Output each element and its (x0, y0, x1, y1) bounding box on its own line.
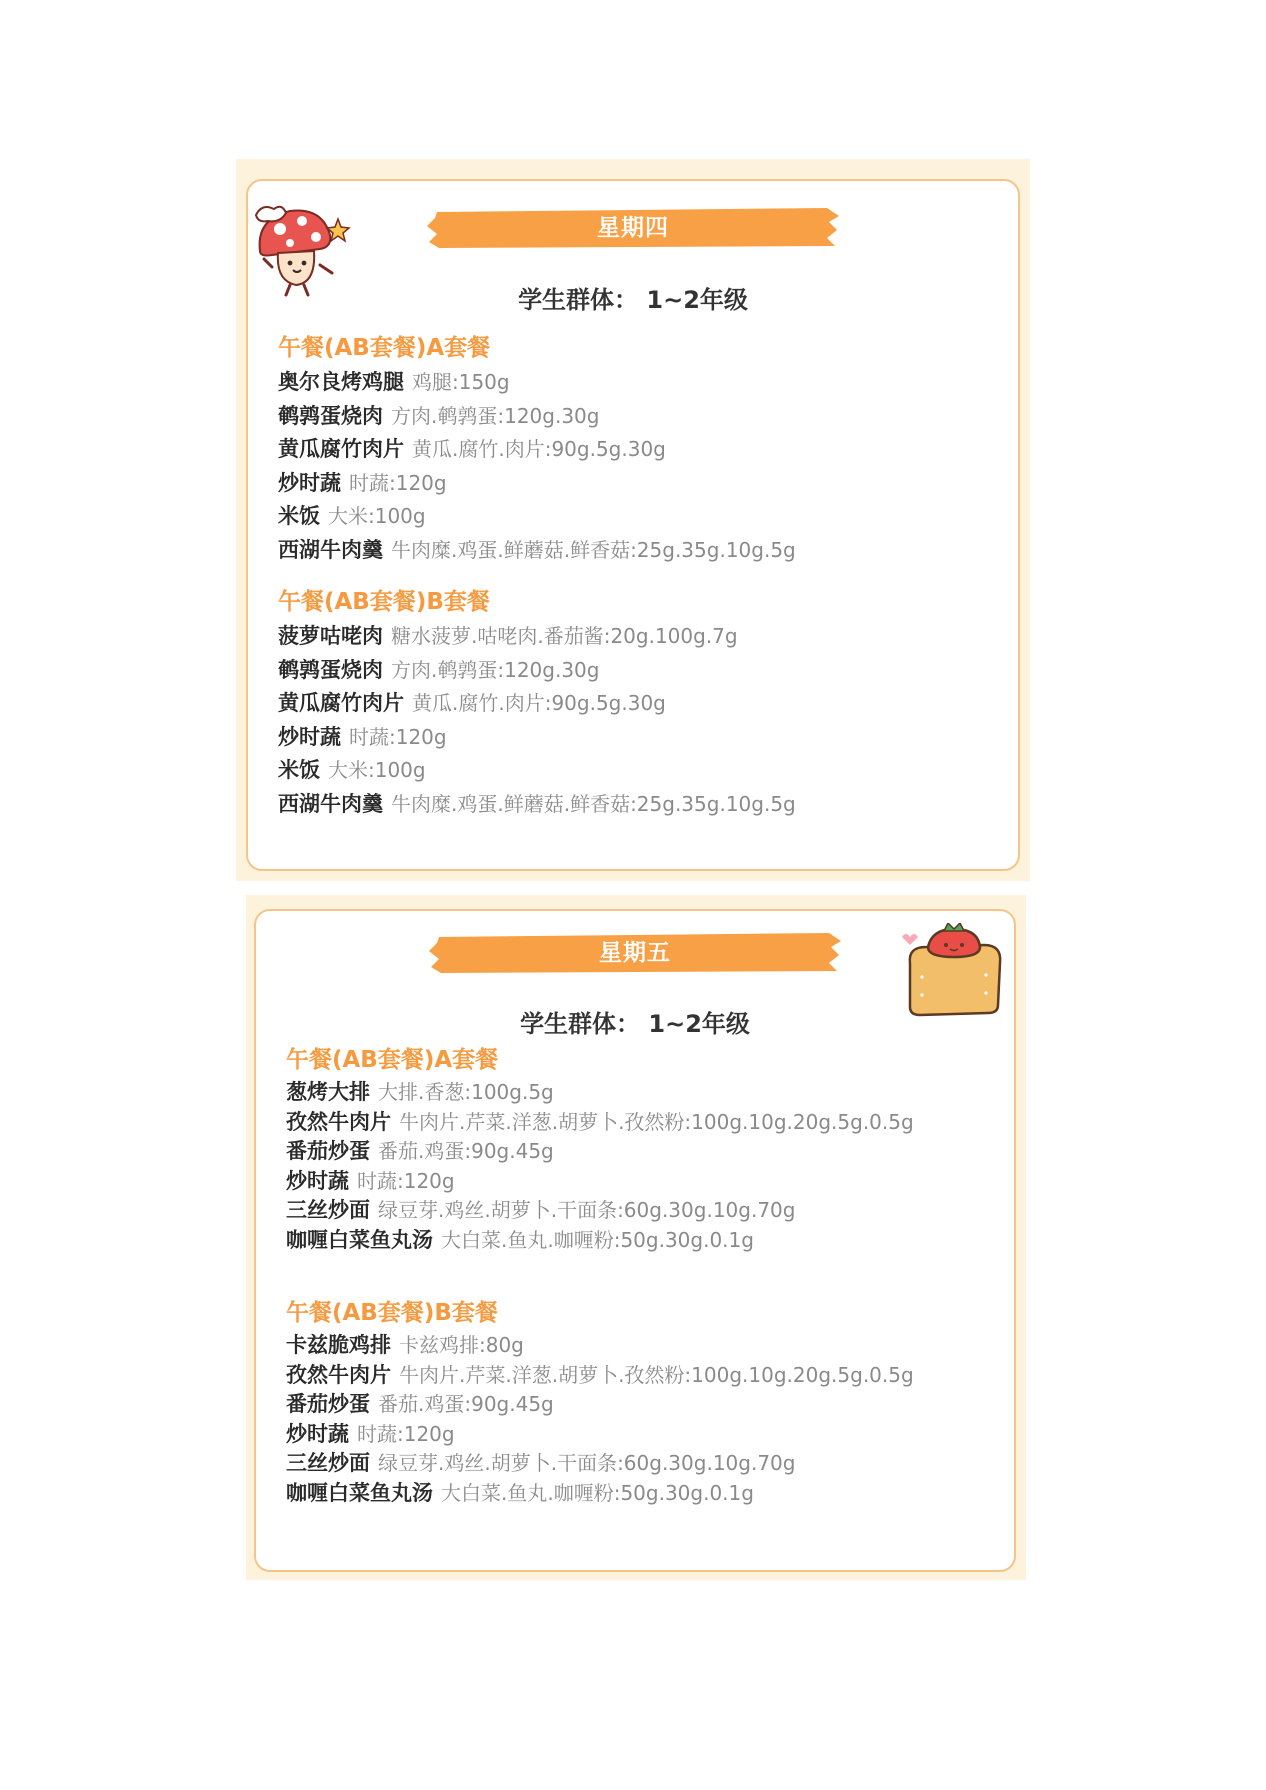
dish-ingredients: 牛肉糜.鸡蛋.鲜蘑菇.鲜香菇:25g.35g.10g.5g (391, 791, 796, 816)
menu-item (286, 1108, 976, 1138)
student-group-label: 学生群体： 1~2年级 (518, 286, 748, 314)
dish-ingredients: 大米:100g (328, 758, 426, 782)
dish-name: 米饭 (278, 758, 320, 782)
menu-card-panel (254, 909, 1016, 1572)
day-title: 星期五 (599, 939, 671, 966)
day-title-banner (427, 206, 839, 250)
dish-name: 奥尔良烤鸡腿 (278, 370, 404, 394)
menu-item (278, 534, 796, 568)
dish-name: 菠萝咕咾肉 (278, 624, 383, 648)
dish-ingredients: 绿豆芽.鸡丝.胡萝卜.干面条:60g.30g.10g.70g (378, 1451, 796, 1475)
dish-name: 炒时蔬 (286, 1168, 349, 1193)
dish-name: 鹌鹑蛋烧肉 (278, 403, 383, 428)
menu-card-friday (246, 895, 1026, 1580)
dish-ingredients: 大排.香葱:100g.5g (378, 1080, 554, 1104)
menu-item (286, 1137, 976, 1167)
menu-item (286, 1226, 976, 1256)
dish-ingredients: 牛肉糜.鸡蛋.鲜蘑菇.鲜香菇:25g.35g.10g.5g (391, 537, 796, 562)
menu-item (278, 467, 796, 501)
menu-section-b (286, 1296, 976, 1508)
dish-name: 炒时蔬 (286, 1421, 349, 1446)
dish-name: 炒时蔬 (278, 724, 341, 749)
dish-name: 孜然牛肉片 (286, 1109, 391, 1134)
menu-item (278, 721, 796, 755)
dish-ingredients: 大白菜.鱼丸.咖喱粉:50g.30g.0.1g (441, 1480, 754, 1505)
student-group-label: 学生群体： 1~2年级 (520, 1010, 750, 1038)
menu-item (286, 1390, 976, 1420)
dish-name: 炒时蔬 (278, 470, 341, 495)
section-title: 午餐(AB套餐)B套餐 (278, 589, 490, 615)
dish-ingredients: 鸡腿:150g (412, 370, 510, 394)
dish-name: 咖喱白菜鱼丸汤 (286, 1480, 433, 1505)
dish-ingredients: 番茄.鸡蛋:90g.45g (378, 1139, 554, 1163)
dish-ingredients: 牛肉片.芹菜.洋葱.胡萝卜.孜然粉:100g.10g.20g.5g.0.5g (399, 1362, 914, 1387)
dish-ingredients: 牛肉片.芹菜.洋葱.胡萝卜.孜然粉:100g.10g.20g.5g.0.5g (399, 1109, 914, 1134)
dish-name: 黄瓜腐竹肉片 (278, 691, 404, 715)
dish-name: 三丝炒面 (286, 1451, 370, 1475)
dish-ingredients: 方肉.鹌鹑蛋:120g.30g (391, 657, 600, 682)
dish-name: 卡兹脆鸡排 (286, 1333, 391, 1357)
menu-item (286, 1479, 976, 1509)
dish-ingredients: 番茄.鸡蛋:90g.45g (378, 1392, 554, 1416)
dish-ingredients: 糖水菠萝.咕咾肉.番茄酱:20g.100g.7g (391, 624, 738, 648)
dish-name: 咖喱白菜鱼丸汤 (286, 1227, 433, 1252)
dish-ingredients: 时蔬:120g (349, 470, 447, 495)
menu-item (286, 1420, 976, 1450)
dish-ingredients: 黄瓜.腐竹.肉片:90g.5g.30g (412, 691, 666, 715)
dish-name: 黄瓜腐竹肉片 (278, 437, 404, 461)
dish-name: 米饭 (278, 504, 320, 528)
menu-item (286, 1078, 976, 1108)
menu-card-thursday (236, 159, 1030, 881)
section-title: 午餐(AB套餐)A套餐 (286, 1047, 499, 1073)
menu-item (286, 1331, 976, 1361)
dish-name: 孜然牛肉片 (286, 1362, 391, 1387)
menu-item (278, 500, 796, 534)
dish-ingredients: 时蔬:120g (357, 1168, 455, 1193)
dish-ingredients: 绿豆芽.鸡丝.胡萝卜.干面条:60g.30g.10g.70g (378, 1198, 796, 1222)
menu-section-b (278, 585, 796, 821)
menu-card-panel (246, 179, 1020, 871)
menu-item (278, 788, 796, 822)
section-title: 午餐(AB套餐)B套餐 (286, 1300, 498, 1326)
menu-item (286, 1167, 976, 1197)
dish-name: 番茄炒蛋 (286, 1392, 370, 1416)
dish-ingredients: 卡兹鸡排:80g (399, 1333, 524, 1357)
menu-item (286, 1196, 976, 1226)
dish-name: 三丝炒面 (286, 1198, 370, 1222)
dish-name: 葱烤大排 (286, 1080, 370, 1104)
dish-ingredients: 时蔬:120g (357, 1421, 455, 1446)
menu-item (278, 400, 796, 434)
dish-name: 西湖牛肉羹 (278, 791, 383, 816)
menu-section-a (278, 331, 796, 567)
menu-item (278, 654, 796, 688)
dish-ingredients: 时蔬:120g (349, 724, 447, 749)
menu-item (286, 1361, 976, 1391)
dish-ingredients: 大米:100g (328, 504, 426, 528)
menu-item (278, 754, 796, 788)
dish-name: 番茄炒蛋 (286, 1139, 370, 1163)
day-title-banner (429, 931, 841, 975)
dish-ingredients: 大白菜.鱼丸.咖喱粉:50g.30g.0.1g (441, 1227, 754, 1252)
menu-item (278, 687, 796, 721)
menu-item (278, 620, 796, 654)
dish-name: 鹌鹑蛋烧肉 (278, 657, 383, 682)
dish-name: 西湖牛肉羹 (278, 537, 383, 562)
day-title: 星期四 (597, 214, 669, 241)
menu-item (278, 433, 796, 467)
dish-ingredients: 方肉.鹌鹑蛋:120g.30g (391, 403, 600, 428)
menu-item (278, 366, 796, 400)
dish-ingredients: 黄瓜.腐竹.肉片:90g.5g.30g (412, 437, 666, 461)
section-title: 午餐(AB套餐)A套餐 (278, 335, 491, 361)
menu-item (286, 1449, 976, 1479)
menu-section-a (286, 1043, 976, 1255)
